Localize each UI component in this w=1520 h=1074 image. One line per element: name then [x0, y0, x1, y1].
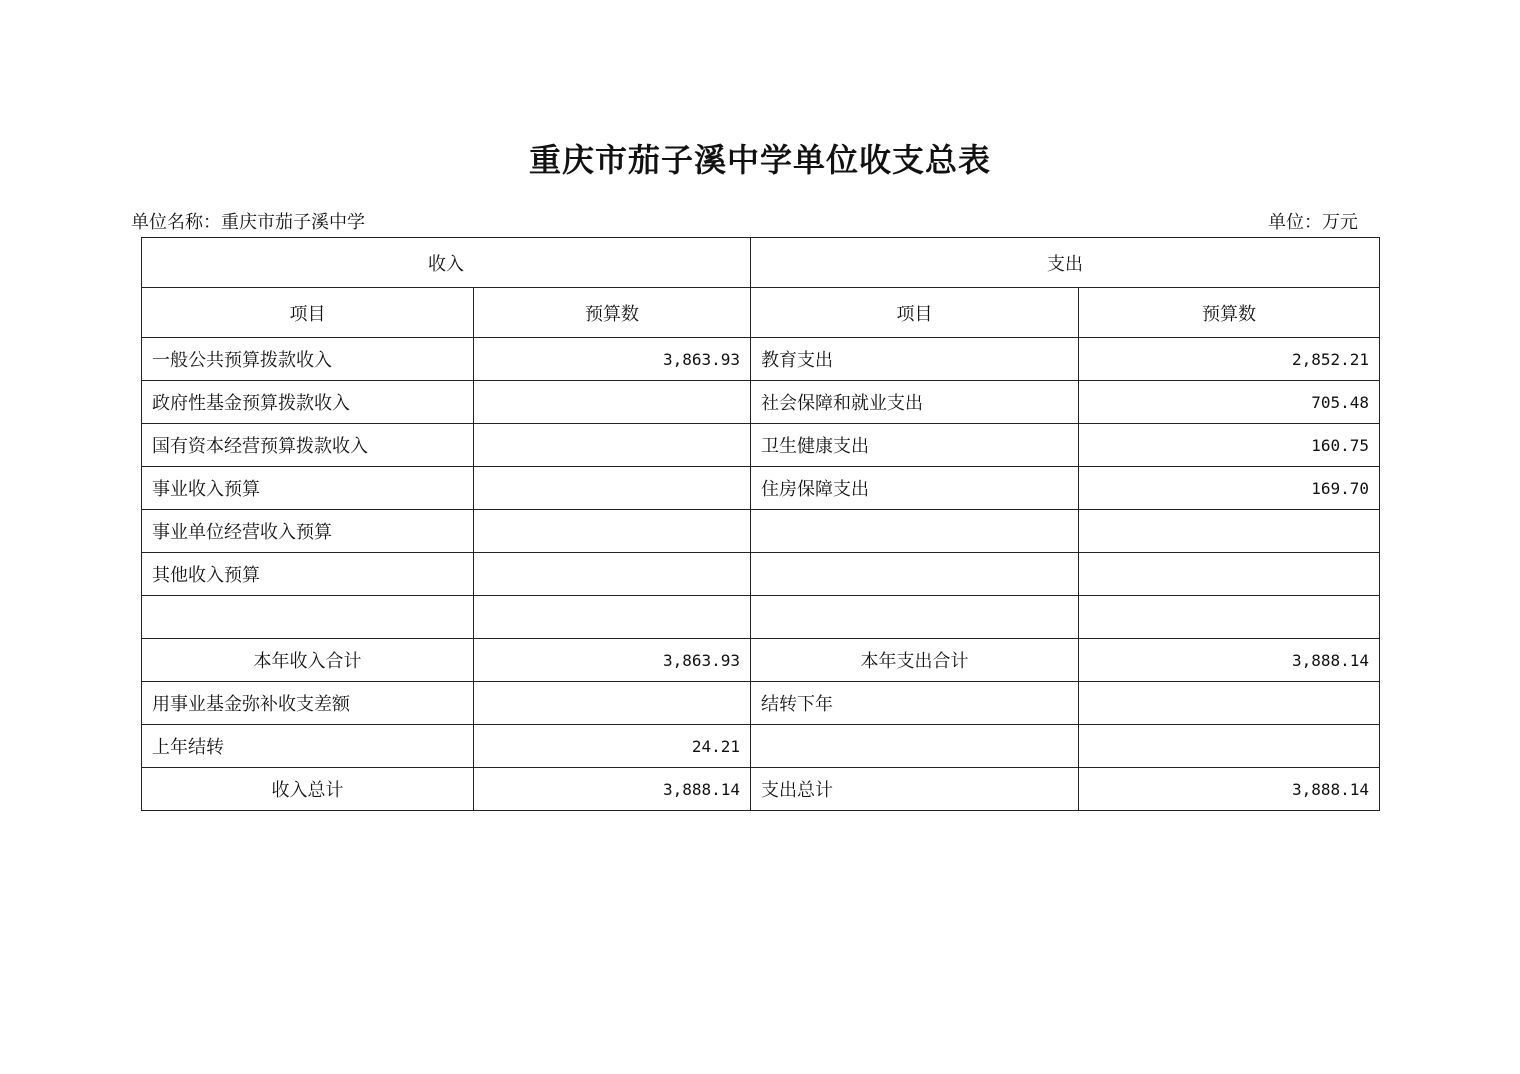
- table-row: [142, 381, 1380, 424]
- expense-item: 支出总计: [751, 768, 1079, 811]
- expense-item-header: 项目: [751, 288, 1079, 338]
- expense-item: [751, 553, 1079, 596]
- income-value: [474, 553, 751, 596]
- income-item: [142, 596, 474, 639]
- income-item: 其他收入预算: [142, 553, 474, 596]
- expense-item: 住房保障支出: [751, 467, 1079, 510]
- expense-value: 3,888.14: [1079, 639, 1380, 682]
- expense-value: 169.70: [1079, 467, 1380, 510]
- income-item: 收入总计: [142, 768, 474, 811]
- page-title: 重庆市茄子溪中学单位收支总表: [528, 141, 991, 179]
- expense-item: [751, 596, 1079, 639]
- income-item: 事业单位经营收入预算: [142, 510, 474, 553]
- income-item: 上年结转: [142, 725, 474, 768]
- table-row-subtotal: [142, 639, 1380, 682]
- expense-item: [751, 510, 1079, 553]
- expense-item: 结转下年: [751, 682, 1079, 725]
- table-row: [142, 682, 1380, 725]
- income-value: [474, 424, 751, 467]
- expense-value: [1079, 553, 1380, 596]
- expense-item: 教育支出: [751, 338, 1079, 381]
- income-item: 本年收入合计: [142, 639, 474, 682]
- income-item: 用事业基金弥补收支差额: [142, 682, 474, 725]
- income-item: 政府性基金预算拨款收入: [142, 381, 474, 424]
- table-row: [142, 725, 1380, 768]
- expense-item: 社会保障和就业支出: [751, 381, 1079, 424]
- expense-item: 本年支出合计: [751, 639, 1079, 682]
- income-budget-header: 预算数: [474, 288, 751, 338]
- expense-budget-header: 预算数: [1079, 288, 1380, 338]
- income-item: 事业收入预算: [142, 467, 474, 510]
- table-row-total: [142, 768, 1380, 811]
- expense-value: 705.48: [1079, 381, 1380, 424]
- expense-item: 卫生健康支出: [751, 424, 1079, 467]
- income-value: [474, 467, 751, 510]
- table-subheader-row: [142, 288, 1380, 338]
- table-row: [142, 467, 1380, 510]
- table-header-row: [142, 238, 1380, 288]
- income-item: 国有资本经营预算拨款收入: [142, 424, 474, 467]
- expense-value: [1079, 510, 1380, 553]
- expense-value: [1079, 596, 1380, 639]
- expense-value: 3,888.14: [1079, 768, 1380, 811]
- expense-item: [751, 725, 1079, 768]
- unit-name-label: 单位名称：重庆市茄子溪中学: [131, 212, 365, 233]
- expense-value: 2,852.21: [1079, 338, 1380, 381]
- income-value: 3,863.93: [474, 338, 751, 381]
- income-value: [474, 682, 751, 725]
- income-item-header: 项目: [142, 288, 474, 338]
- table-row: [142, 510, 1380, 553]
- income-value: 24.21: [474, 725, 751, 768]
- income-value: 3,888.14: [474, 768, 751, 811]
- table-row: [142, 424, 1380, 467]
- income-header: 收入: [142, 238, 751, 288]
- income-item: 一般公共预算拨款收入: [142, 338, 474, 381]
- expense-header: 支出: [751, 238, 1380, 288]
- income-value: [474, 596, 751, 639]
- budget-summary-table: [141, 237, 1380, 811]
- table-row: [142, 553, 1380, 596]
- expense-value: [1079, 682, 1380, 725]
- expense-value: 160.75: [1079, 424, 1380, 467]
- income-value: [474, 381, 751, 424]
- income-value: 3,863.93: [474, 639, 751, 682]
- expense-value: [1079, 725, 1380, 768]
- table-row: [142, 338, 1380, 381]
- table-row: [142, 596, 1380, 639]
- unit-label: 单位：万元: [1268, 212, 1358, 233]
- income-value: [474, 510, 751, 553]
